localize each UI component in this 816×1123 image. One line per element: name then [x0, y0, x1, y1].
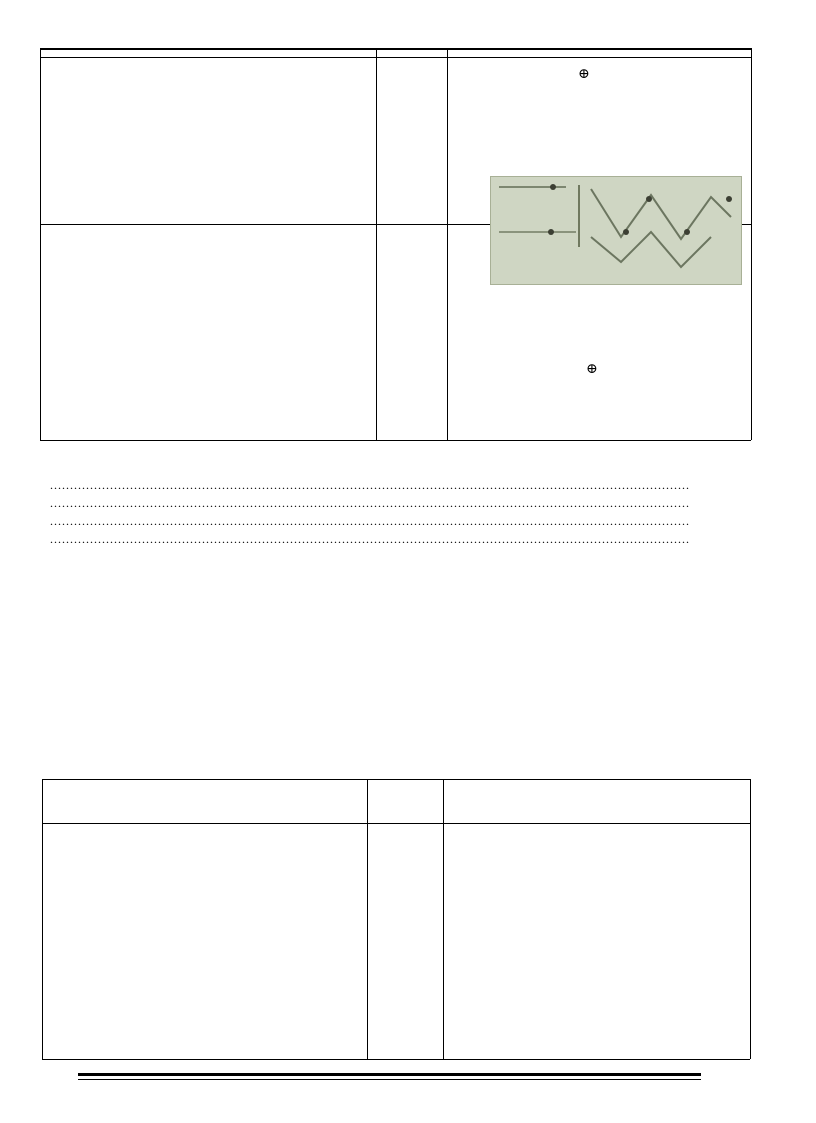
dotted-line: ................................................................................................................................................................ [50, 496, 690, 510]
dotted-line: ................................................................................................................................................................ [50, 532, 690, 546]
teacher-cross-icon: ⊕ [578, 67, 590, 82]
zigzag-photo [490, 176, 742, 285]
teacher-cross-icon: ⊕ [586, 362, 598, 377]
dotted-line: ................................................................................................................................................................ [50, 514, 690, 528]
footer-rule [78, 1073, 701, 1076]
header-rule [40, 48, 751, 50]
footer-rule [78, 1079, 701, 1080]
dotted-line: ................................................................................................................................................................ [50, 478, 690, 492]
